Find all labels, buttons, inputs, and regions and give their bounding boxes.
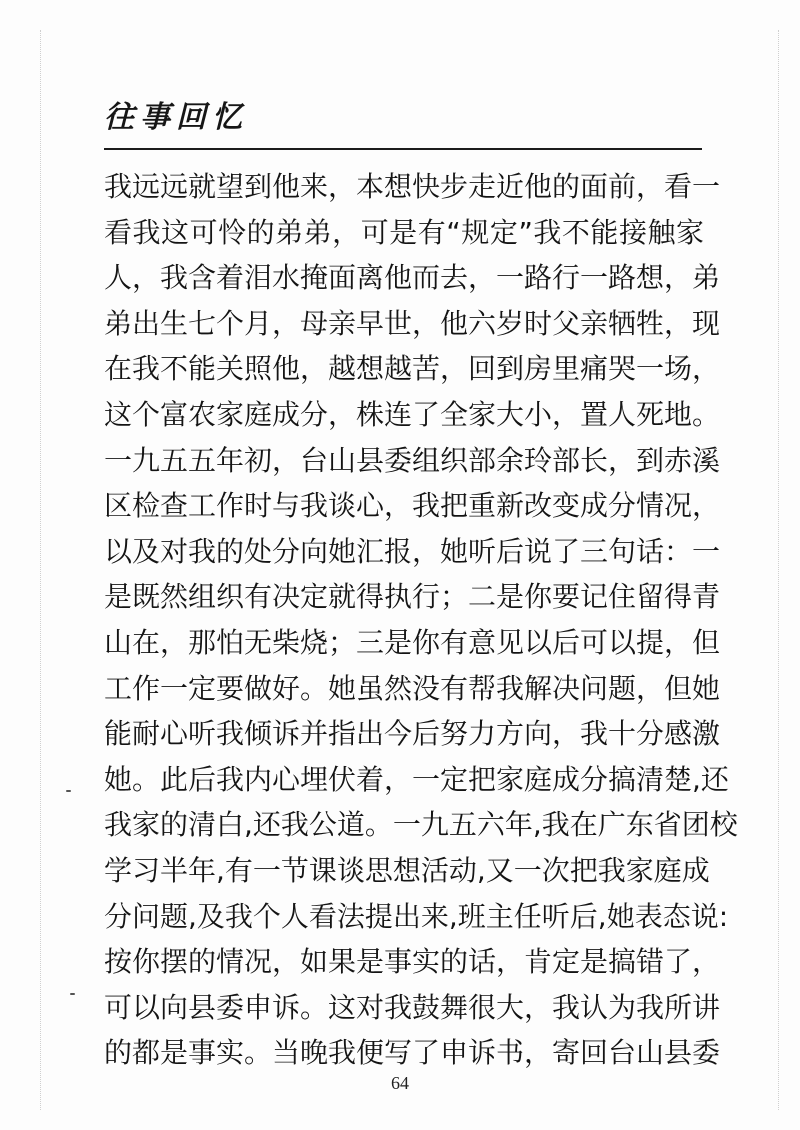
text-line: 看我这可怜的弟弟，可是有“规定”我不能接触家 [104,215,704,249]
text-line: 山在，那怕无柴烧；三是你有意见以后可以提，但 [104,625,721,659]
scan-speck [66,790,71,792]
text-line: 我家的清白,还我公道。一九五六年,我在广东省团校 [104,808,738,842]
text-line: 在我不能关照他，越想越苦，回到房里痛哭一场， [104,352,721,386]
body-text [104,164,738,1076]
text-line: 我远远就望到他来，本想快步走近他的面前，看一 [104,170,721,203]
text-line: 一九五五年初，台山县委组织部余玲部长，到赤溪 [104,443,721,477]
text-line: 的都是事实。当晚我便写了申诉书，寄回台山县委 [104,1036,721,1070]
text-line: 能耐心听我倾诉并指出今后努力方向，我十分感激 [104,717,721,751]
text-line: 弟出生七个月，母亲早世，他六岁时父亲牺牲，现 [104,306,721,340]
text-line: 学习半年,有一节课谈思想活动,又一次把我家庭成 [104,853,710,887]
scan-speck [70,993,75,995]
text-line: 人，我含着泪水掩面离他而去，一路行一路想，弟 [104,261,721,295]
text-line: 区检查工作时与我谈心，我把重新改变成分情况， [104,489,721,523]
text-line: 她。此后我内心埋伏着，一定把家庭成分搞清楚,还 [104,762,729,796]
page-edge-right [778,30,779,1110]
text-line: 这个富农家庭成分，株连了全家大小，置人死地。 [104,397,721,431]
text-line: 可以向县委申诉。这对我鼓舞很大，我认为我所讲 [104,990,721,1024]
header-rule [104,148,702,150]
page-number: 64 [391,1073,409,1093]
text-line: 工作一定要做好。她虽然没有帮我解决问题，但她 [104,671,721,705]
text-line: 分问题,及我个人看法提出来,班主任听后,她表态说: [104,899,729,933]
chapter-header-title: 往事回忆 [104,100,248,135]
page-edge-left [40,30,41,1110]
text-line: 是既然组织有决定就得执行；二是你要记住留得青 [104,580,721,614]
text-line: 按你摆的情况，如果是事实的话，肯定是搞错了， [104,945,721,979]
text-line: 以及对我的处分向她汇报，她听后说了三句话：一 [104,534,721,568]
